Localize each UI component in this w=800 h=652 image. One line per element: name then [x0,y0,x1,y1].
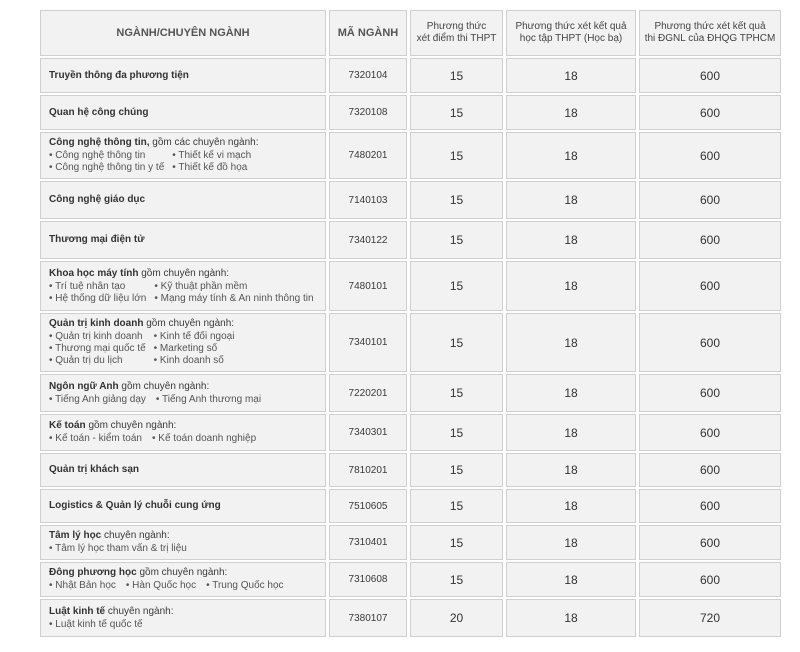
table-row [40,221,781,259]
score-dgnl-cell: 600 [639,261,781,311]
specialization-item: • Công nghệ thông tin [49,150,164,162]
specialization-list [49,619,317,631]
major-name-cell [40,374,326,412]
admission-table-wrapper [37,8,784,639]
major-code-cell: 7140103 [329,181,407,219]
major-name-cell [40,132,326,179]
score-hocba-cell: 18 [506,221,636,259]
table-row [40,489,781,523]
specialization-item: • Thương mại quốc tế [49,343,146,355]
score-thpt-cell: 15 [410,221,503,259]
major-name-suffix: chuyên ngành: [101,530,170,541]
score-thpt-cell: 15 [410,489,503,523]
major-code-cell: 7340122 [329,221,407,259]
major-name-suffix: gồm chuyên ngành: [118,380,210,392]
major-code-cell: 7380107 [329,599,407,637]
major-title [49,464,317,476]
table-row [40,261,781,311]
specialization-item: • Luật kinh tế quốc tế [49,619,143,631]
major-name-cell [40,562,326,597]
score-thpt-cell: 15 [410,453,503,487]
major-name-cell [40,221,326,259]
score-hocba-cell: 18 [506,414,636,451]
specialization-list [49,150,317,174]
specialization-item: • Quản trị kinh doanh [49,331,146,343]
major-name: Ngôn ngữ Anh [49,380,119,392]
score-hocba-cell: 18 [506,181,636,219]
major-title [49,500,317,512]
major-name: Luật kinh tế [49,605,106,617]
major-title [49,567,317,579]
major-title [49,268,317,280]
major-name-suffix: gồm các chuyên ngành: [149,137,259,148]
score-dgnl-cell: 600 [639,374,781,412]
specialization-item: • Kế toán - kiểm toán [49,433,142,445]
major-name-cell [40,489,326,523]
major-name: Truyền thông đa phương tiện [49,69,189,81]
major-name: Thương mại điện tử [49,234,145,245]
major-name: Logistics & Quản lý chuỗi cung ứng [49,500,221,511]
table-row [40,374,781,412]
table-body [40,58,781,637]
table-row [40,525,781,560]
major-name-cell [40,525,326,560]
score-thpt-cell: 15 [410,132,503,179]
header-method-hocba-line: Phương thức xét kết quả [515,21,627,32]
header-method-dgnl-line: thi ĐGNL của ĐHQG TPHCM [644,33,776,44]
score-hocba-cell: 18 [506,313,636,372]
major-name: Quan hệ công chúng [49,106,149,118]
score-thpt-cell: 15 [410,525,503,560]
major-code-cell: 7510605 [329,489,407,523]
header-row [40,10,781,56]
specialization-item: • Tiếng Anh giảng dạy [49,394,146,406]
score-dgnl-cell: 600 [639,58,781,93]
specialization-list [49,543,317,555]
score-dgnl-cell: 600 [639,95,781,130]
table-row [40,562,781,597]
major-name: Công nghệ giáo dục [49,194,146,205]
header-method-hocba-line: học tập THPT (Học bạ) [519,33,623,44]
major-code-cell: 7220201 [329,374,407,412]
major-name-cell [40,453,326,487]
score-thpt-cell: 15 [410,95,503,130]
major-name-suffix: gồm chuyên ngành: [85,420,177,431]
score-thpt-cell: 15 [410,261,503,311]
specialization-item: • Mạng máy tính & An ninh thông tin [154,293,313,305]
score-dgnl-cell: 600 [639,181,781,219]
major-code-cell: 7310401 [329,525,407,560]
header-method-dgnl [639,10,781,56]
score-thpt-cell: 15 [410,313,503,372]
specialization-item: • Tâm lý học tham vấn & trị liệu [49,543,187,555]
score-thpt-cell: 15 [410,58,503,93]
major-name-cell [40,313,326,372]
major-name-cell [40,414,326,451]
specialization-item: • Quản trị du lịch [49,355,146,367]
specialization-item: • Hàn Quốc học [126,580,196,592]
score-dgnl-cell: 600 [639,489,781,523]
score-dgnl-cell: 600 [639,221,781,259]
major-title [49,318,317,330]
header-method-thpt-line: Phương thức [426,21,487,32]
specialization-list [49,331,317,367]
table-row [40,453,781,487]
table-row [40,599,781,637]
major-name: Quản trị khách sạn [49,464,140,475]
header-method-thpt-line: xét điểm thi THPT [416,33,497,44]
major-code-cell: 7320104 [329,58,407,93]
major-name-cell [40,261,326,311]
specialization-item: • Trung Quốc học [206,580,283,592]
specialization-item: • Kinh tế đối ngoại [154,331,235,343]
specialization-item: • Marketing số [154,343,235,355]
header-code: MÃ NGÀNH [329,10,407,56]
header-method-hocba [506,10,636,56]
table-row [40,58,781,93]
major-name-suffix: chuyên ngành: [105,605,174,617]
major-name-cell [40,181,326,219]
score-thpt-cell: 15 [410,414,503,451]
major-name-cell [40,58,326,93]
table-row [40,132,781,179]
score-thpt-cell: 15 [410,374,503,412]
table-row [40,95,781,130]
major-name: Kế toán [49,420,86,431]
score-dgnl-cell: 600 [639,132,781,179]
major-title [49,420,317,432]
major-name: Quản trị kinh doanh [49,318,144,329]
score-thpt-cell: 15 [410,562,503,597]
major-name: Khoa học máy tính [49,267,139,279]
major-name-suffix: gồm chuyên ngành: [138,267,230,279]
major-title [49,70,317,82]
score-dgnl-cell: 600 [639,562,781,597]
score-hocba-cell: 18 [506,525,636,560]
specialization-item: • Công nghệ thông tin y tế [49,162,164,174]
score-hocba-cell: 18 [506,562,636,597]
specialization-item: • Kế toán doanh nghiệp [152,433,256,445]
major-code-cell: 7340301 [329,414,407,451]
score-thpt-cell: 20 [410,599,503,637]
major-name-suffix: gồm chuyên ngành: [136,567,228,578]
score-hocba-cell: 18 [506,374,636,412]
score-hocba-cell: 18 [506,453,636,487]
specialization-list [49,281,317,305]
specialization-item: • Kỹ thuật phần mềm [154,281,313,293]
specialization-item: • Hệ thống dữ liệu lớn [49,293,146,305]
major-name: Đông phương học [49,567,137,578]
header-method-thpt [410,10,503,56]
score-dgnl-cell: 600 [639,525,781,560]
major-title [49,530,317,542]
major-code-cell: 7480201 [329,132,407,179]
score-hocba-cell: 18 [506,58,636,93]
major-title [49,606,317,618]
specialization-item: • Thiết kế đồ họa [172,162,251,174]
major-code-cell: 7340101 [329,313,407,372]
specialization-list [49,394,317,406]
header-method-dgnl-line: Phương thức xét kết quả [654,21,766,32]
specialization-item: • Trí tuệ nhân tạo [49,281,146,293]
major-name: Tâm lý học [49,530,102,541]
admission-table [37,8,784,639]
specialization-item: • Thiết kế vi mạch [172,150,251,162]
score-hocba-cell: 18 [506,489,636,523]
table-row [40,414,781,451]
score-hocba-cell: 18 [506,599,636,637]
major-title [49,194,317,206]
major-title [49,137,317,149]
score-dgnl-cell: 720 [639,599,781,637]
major-name-cell [40,95,326,130]
header-major: NGÀNH/CHUYÊN NGÀNH [40,10,326,56]
table-row [40,313,781,372]
major-name-suffix: gồm chuyên ngành: [143,318,235,329]
specialization-list [49,433,317,445]
table-row [40,181,781,219]
major-code-cell: 7810201 [329,453,407,487]
major-code-cell: 7480101 [329,261,407,311]
score-hocba-cell: 18 [506,132,636,179]
score-thpt-cell: 15 [410,181,503,219]
score-dgnl-cell: 600 [639,414,781,451]
major-code-cell: 7310608 [329,562,407,597]
major-code-cell: 7320108 [329,95,407,130]
score-dgnl-cell: 600 [639,313,781,372]
score-hocba-cell: 18 [506,261,636,311]
specialization-item: • Nhật Bản học [49,580,116,592]
major-title [49,107,317,119]
specialization-item: • Kinh doanh số [154,355,235,367]
major-title [49,234,317,246]
major-title [49,381,317,393]
specialization-item: • Tiếng Anh thương mại [156,394,261,406]
specialization-list [49,580,317,592]
score-hocba-cell: 18 [506,95,636,130]
major-name-cell [40,599,326,637]
score-dgnl-cell: 600 [639,453,781,487]
major-name: Công nghệ thông tin, [49,137,150,148]
